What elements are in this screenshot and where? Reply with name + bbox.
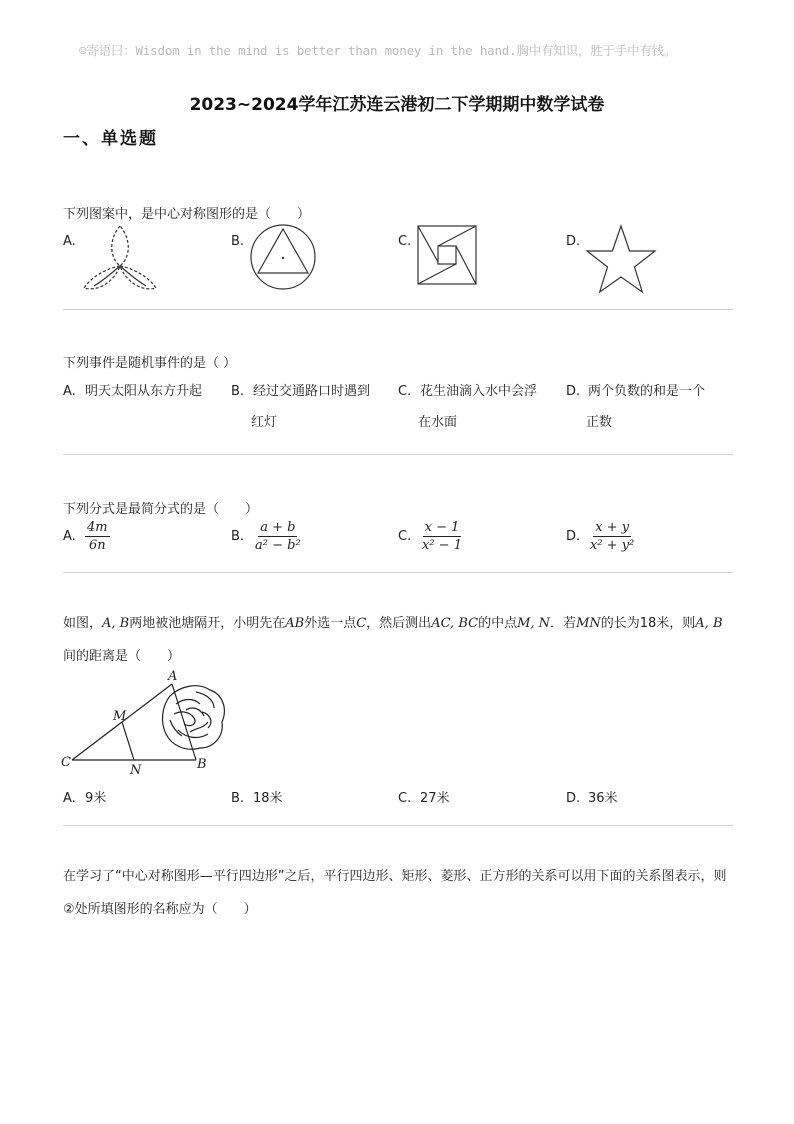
stem-text: 两地被池塘隔开，小明先在 <box>129 616 286 631</box>
option-letter: B. <box>231 234 245 249</box>
option-text-continued: 在水面 <box>418 415 458 430</box>
question-3-option-d[interactable] <box>566 520 636 553</box>
segment-mn <box>122 722 134 760</box>
option-text: 明天太阳从东方升起 <box>85 384 203 399</box>
option-text: 9米 <box>85 791 107 806</box>
question-2-option-d[interactable] <box>566 376 716 438</box>
option-text: 经过交通路口时遇到 <box>253 384 371 399</box>
question-3-option-a[interactable] <box>63 520 110 553</box>
stem-text: 的中点 <box>478 616 518 631</box>
question-4-option-a[interactable] <box>63 787 106 806</box>
question-5-stem: 在学习了“中心对称图形—平行四边形”之后，平行四边形、矩形、菱形、正方形的关系可以用下面的关系图表示，则②处所填图形的名称应为（ ） <box>63 869 727 917</box>
question-1-option-d[interactable] <box>566 234 580 249</box>
question-2-option-a[interactable] <box>63 376 213 407</box>
fraction <box>420 520 464 553</box>
option-letter: C. <box>398 791 412 806</box>
fraction <box>253 520 303 553</box>
label-n: N <box>130 763 142 778</box>
option-text: 36米 <box>588 791 618 806</box>
question-3-stem: 下列分式是最简分式的是（ ） <box>63 502 259 517</box>
option-letter: D. <box>566 384 581 399</box>
numerator: x + y <box>595 520 630 535</box>
question-divider <box>63 572 733 573</box>
option-letter: C. <box>398 234 412 249</box>
option-text: 两个负数的和是一个 <box>588 384 706 399</box>
option-text: 27米 <box>420 791 450 806</box>
math-var: C <box>356 616 367 631</box>
option-letter: D. <box>566 234 581 249</box>
question-divider <box>63 454 733 455</box>
math-var: A, B <box>102 616 130 631</box>
option-letter: A. <box>63 529 76 544</box>
denominator: x² − 1 <box>422 538 462 553</box>
math-var: AB <box>285 616 305 631</box>
question-1-option-a[interactable] <box>63 234 76 249</box>
numerator: 4m <box>87 520 108 535</box>
numerator: a + b <box>260 520 296 535</box>
circle-triangle-icon <box>248 222 318 292</box>
fraction <box>85 520 110 553</box>
stem-text: 的长为18米，则 <box>600 616 696 631</box>
option-text: 花生油滴入水中会浮 <box>420 384 538 399</box>
option-text-continued: 红灯 <box>251 415 278 430</box>
option-letter: D. <box>566 529 581 544</box>
question-1-stem: 下列图案中，是中心对称图形的是（ ） <box>63 207 311 222</box>
option-text-continued: 正数 <box>586 415 613 430</box>
denominator: a² − b² <box>255 538 301 553</box>
option-letter: D. <box>566 791 581 806</box>
math-var: AC, BC <box>431 616 479 631</box>
question-4-option-b[interactable] <box>231 787 283 806</box>
option-letter: B. <box>231 529 245 544</box>
question-divider <box>63 825 733 826</box>
option-letter: B. <box>231 384 245 399</box>
question-4-stem <box>63 607 733 673</box>
option-letter: C. <box>398 384 412 399</box>
label-b: B <box>197 757 207 772</box>
three-petal-icon <box>80 222 160 294</box>
label-m: M <box>113 709 127 724</box>
question-4-option-c[interactable] <box>398 787 450 806</box>
math-var: M, N <box>517 616 551 631</box>
stem-text: ．若 <box>550 616 577 631</box>
option-letter: A. <box>63 234 76 249</box>
question-3-option-c[interactable] <box>398 520 464 553</box>
motto-banner: ☺寄语曰：Wisdom in the mind is better than money in the hand.胸中有知识，胜于手中有钱。 <box>79 43 677 58</box>
stem-text: 外选一点 <box>304 616 357 631</box>
stem-text: 如图， <box>63 616 103 631</box>
denominator: x² + y² <box>590 538 635 553</box>
question-1-option-c[interactable] <box>398 234 411 249</box>
question-2-option-c[interactable] <box>398 376 548 438</box>
option-letter: A. <box>63 384 76 399</box>
option-letter: C. <box>398 529 412 544</box>
exam-title: 2023~2024学年江苏连云港初二下学期期中数学试卷 <box>189 95 605 115</box>
fraction <box>588 520 636 553</box>
question-3-option-b[interactable] <box>231 520 303 553</box>
numerator: x − 1 <box>424 520 460 535</box>
option-letter: A. <box>63 791 76 806</box>
math-var: MN <box>576 616 601 631</box>
label-c: C <box>61 755 71 770</box>
option-letter: B. <box>231 791 245 806</box>
question-1-option-b[interactable] <box>231 234 244 249</box>
stem-text: 间的距离是（ ） <box>63 649 181 664</box>
question-2-stem: 下列事件是随机事件的是（ ） <box>63 356 237 371</box>
question-divider <box>63 309 733 310</box>
pond-triangle-diagram <box>58 668 228 778</box>
label-a: A <box>168 669 178 684</box>
stem-text: ，然后测出 <box>366 616 432 631</box>
question-4-option-d[interactable] <box>566 787 618 806</box>
denominator: 6n <box>88 538 106 553</box>
math-var: A, B <box>695 616 723 631</box>
section-heading: 一、单选题 <box>63 129 158 149</box>
square-pinwheel-icon <box>416 224 480 288</box>
question-2-option-b[interactable] <box>231 376 381 438</box>
option-text: 18米 <box>253 791 283 806</box>
five-point-star-icon <box>584 222 658 296</box>
